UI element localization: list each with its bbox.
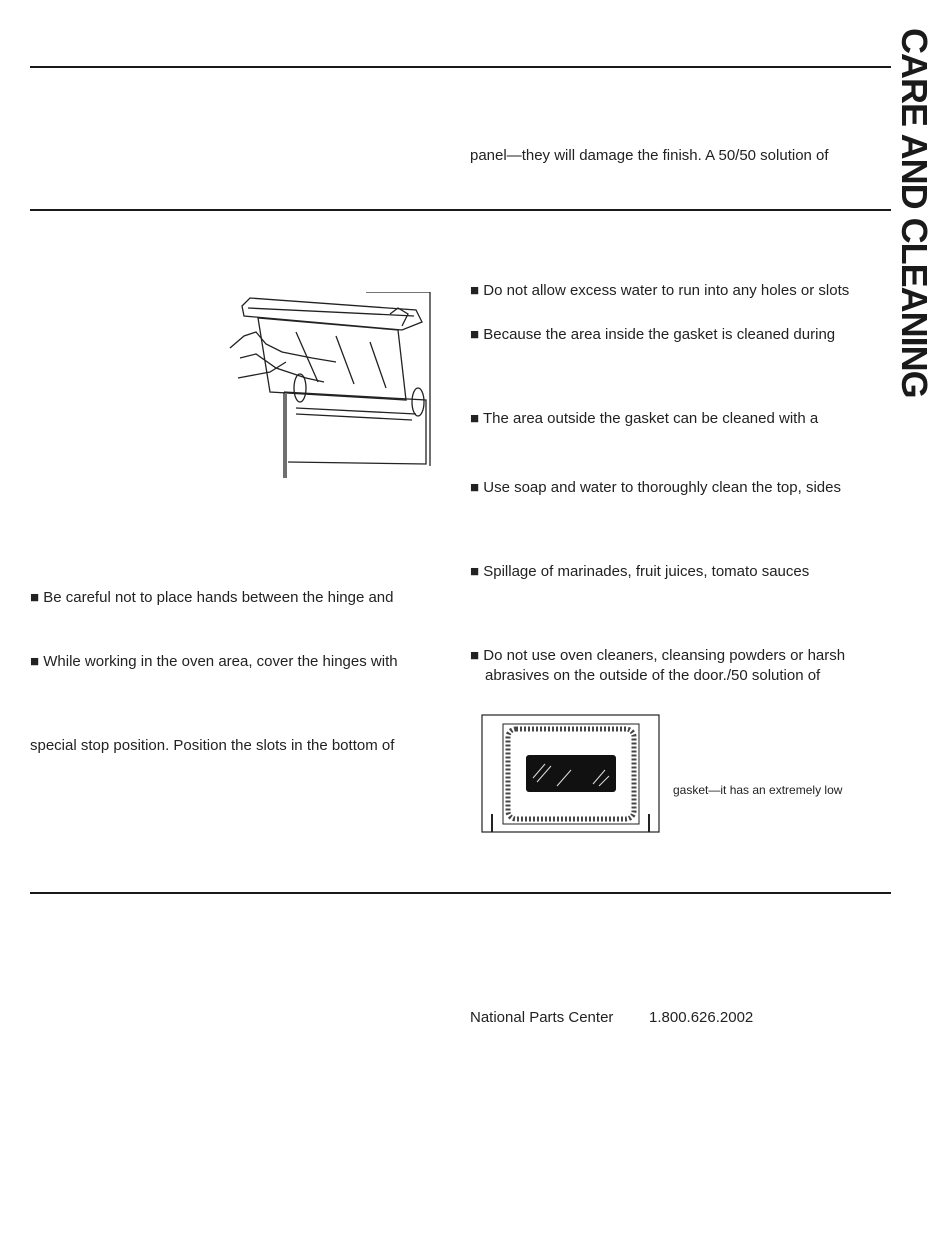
section-divider [30,892,891,894]
bullet-text: Spillage of marinades, fruit juices, tomato sauces [483,563,810,580]
side-title: CARE AND CLEANING [894,28,935,398]
bullet-item [470,478,841,498]
section-divider [30,66,891,68]
bullet-text: While working in the oven area, cover the hinges with [43,653,398,670]
bullet-item [470,562,809,582]
bullet-text: The area outside the gasket can be cleaned with a [482,410,819,427]
bullet-text: Be careful not to place hands between the hinge and [43,589,394,606]
bullet-marker: ■ [470,563,480,580]
bullet-marker: ■ [470,647,480,664]
parts-center-phone: 1.800.626.2002 [649,1009,754,1026]
door-removal-illustration [226,292,432,482]
bullet-marker: ■ [470,410,480,427]
bullet-item [30,652,398,672]
bullet-item [470,409,818,429]
bullet-item [470,325,835,345]
bullet-text: Use soap and water to thoroughly clean the top, sides [483,479,841,496]
paragraph-line: special stop position. Position the slots in the bottom of [30,737,395,754]
bullet-text: Do not use oven cleaners, cleansing powders or harsh [483,647,846,664]
bullet-text: Do not allow excess water to run into any holes or slots [483,282,850,299]
bullet-item [470,281,849,301]
bullet-marker: ■ [470,326,480,343]
bullet-item [470,646,845,666]
parts-center-name: National Parts Center [470,1009,614,1026]
oven-door-gasket-illustration [481,714,661,834]
bullet-marker: ■ [470,479,480,496]
bullet-marker: ■ [30,589,40,606]
bullet-text: Because the area inside the gasket is cleaned during [483,326,836,343]
bullet-item [30,588,394,608]
section-divider [30,209,891,211]
bullet-marker: ■ [470,282,480,299]
paragraph-line: panel—they will damage the finish. A 50/50 solution of [470,147,829,164]
gasket-caption: gasket—it has an extremely low [673,783,843,797]
bullet-marker: ■ [30,653,40,670]
bullet-continuation: abrasives on the outside of the door./50 solution of [485,667,821,684]
